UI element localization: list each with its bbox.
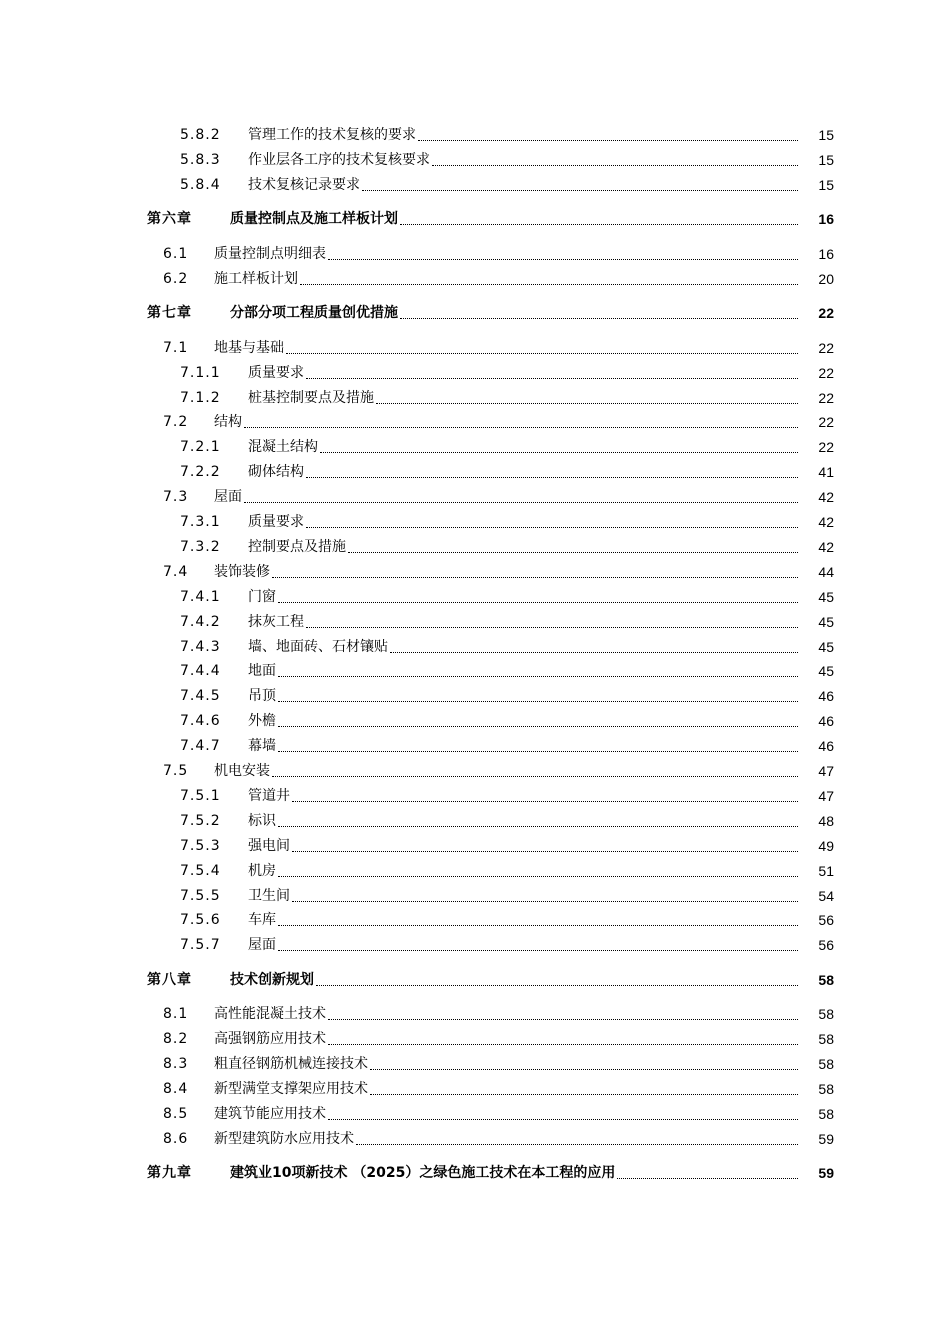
toc-entry-row[interactable] bbox=[0, 512, 950, 532]
toc-chapter-row[interactable] bbox=[0, 209, 950, 229]
toc-entry-number: 8.6 bbox=[163, 1130, 189, 1147]
toc-dot-leader bbox=[244, 408, 798, 428]
toc-page-number: 46 bbox=[818, 738, 834, 755]
toc-entry-number: 7.5.2 bbox=[180, 812, 221, 829]
toc-page-number: 41 bbox=[818, 464, 834, 481]
toc-chapter-row[interactable] bbox=[0, 303, 950, 323]
toc-dot-leader bbox=[306, 508, 798, 528]
toc-entry-number: 7.2.1 bbox=[180, 439, 221, 456]
toc-entry-row[interactable] bbox=[0, 861, 950, 881]
toc-entry-row[interactable] bbox=[0, 811, 950, 831]
toc-entry-row[interactable] bbox=[0, 363, 950, 383]
toc-dot-leader bbox=[300, 265, 798, 285]
toc-entry-row[interactable] bbox=[0, 1054, 950, 1074]
toc-dot-leader bbox=[320, 433, 798, 453]
toc-dot-leader bbox=[306, 359, 798, 379]
toc-entry-title: 作业层各工序的技术复核要求 bbox=[248, 151, 430, 168]
toc-entry-title: 吊顶 bbox=[248, 688, 276, 705]
toc-entry-number: 7.1.1 bbox=[180, 364, 221, 381]
toc-dot-leader bbox=[278, 657, 798, 677]
toc-page-number: 45 bbox=[818, 613, 834, 630]
toc-entry-row[interactable] bbox=[0, 487, 950, 507]
toc-entry-row[interactable] bbox=[0, 786, 950, 806]
toc-entry-row[interactable] bbox=[0, 1129, 950, 1149]
toc-entry-title: 技术复核记录要求 bbox=[248, 176, 360, 193]
toc-entry-number: 7.4.6 bbox=[180, 713, 221, 730]
toc-entry-number: 8.3 bbox=[163, 1056, 189, 1073]
toc-dot-leader bbox=[292, 832, 798, 852]
toc-entry-number: 5.8.4 bbox=[180, 176, 221, 193]
toc-entry-title: 分部分项工程质量创优措施 bbox=[230, 305, 398, 322]
toc-entry-number: 6.1 bbox=[163, 245, 189, 262]
toc-page-number: 22 bbox=[818, 414, 834, 431]
toc-entry-number: 7.4.1 bbox=[180, 588, 221, 605]
toc-entry-title: 车库 bbox=[248, 912, 276, 929]
toc-entry-number: 5.8.3 bbox=[180, 151, 221, 168]
toc-entry-row[interactable] bbox=[0, 244, 950, 264]
toc-dot-leader bbox=[278, 857, 798, 877]
toc-entry-row[interactable] bbox=[0, 1004, 950, 1024]
toc-page-number: 48 bbox=[818, 812, 834, 829]
toc-entry-number: 7.2 bbox=[163, 414, 189, 431]
toc-page-number: 58 bbox=[818, 1105, 834, 1122]
toc-dot-leader bbox=[328, 240, 798, 260]
toc-page-number: 54 bbox=[818, 887, 834, 904]
toc-entry-title: 高性能混凝土技术 bbox=[214, 1006, 326, 1023]
toc-dot-leader bbox=[306, 458, 798, 478]
toc-dot-leader bbox=[376, 384, 798, 404]
toc-page-number: 46 bbox=[818, 688, 834, 705]
toc-page-number: 47 bbox=[818, 787, 834, 804]
toc-dot-leader bbox=[328, 1025, 798, 1045]
toc-page-number: 59 bbox=[818, 1130, 834, 1147]
toc-page-number: 42 bbox=[818, 514, 834, 530]
toc-entry-number: 7.3.1 bbox=[180, 514, 221, 530]
toc-page-number: 45 bbox=[818, 588, 834, 605]
toc-entry-number: 7.4.3 bbox=[180, 638, 221, 655]
toc-entry-row[interactable] bbox=[0, 935, 950, 955]
toc-entry-number: 7.3 bbox=[163, 489, 189, 506]
toc-entry-title: 标识 bbox=[248, 812, 276, 829]
toc-entry-title: 结构 bbox=[214, 414, 242, 431]
toc-entry-row[interactable] bbox=[0, 637, 950, 657]
toc-entry-title: 技术创新规划 bbox=[230, 971, 314, 988]
toc-entry-number: 8.5 bbox=[163, 1105, 189, 1122]
toc-page-number: 58 bbox=[818, 1056, 834, 1073]
toc-dot-leader bbox=[278, 906, 798, 926]
toc-entry-row[interactable] bbox=[0, 612, 950, 632]
toc-entry-title: 地基与基础 bbox=[214, 339, 284, 356]
toc-entry-number: 7.5.1 bbox=[180, 787, 221, 804]
toc-entry-row[interactable] bbox=[0, 686, 950, 706]
toc-page-number: 49 bbox=[818, 837, 834, 854]
toc-entry-row[interactable] bbox=[0, 175, 950, 195]
toc-entry-title: 质量要求 bbox=[248, 514, 304, 530]
toc-entry-title: 幕墙 bbox=[248, 738, 276, 755]
toc-entry-row[interactable] bbox=[0, 269, 950, 289]
toc-page-number: 58 bbox=[818, 1031, 834, 1048]
toc-entry-title: 屋面 bbox=[214, 489, 242, 506]
toc-page-number: 42 bbox=[818, 489, 834, 506]
toc-entry-title: 管道井 bbox=[248, 787, 290, 804]
toc-entry-title: 卫生间 bbox=[248, 887, 290, 904]
toc-page-number: 42 bbox=[818, 538, 834, 555]
toc-dot-leader bbox=[278, 931, 798, 951]
toc-entry-number: 7.5.6 bbox=[180, 912, 221, 929]
toc-entry-title: 抹灰工程 bbox=[248, 613, 304, 630]
toc-entry-number: 5.8.2 bbox=[180, 127, 221, 143]
toc-page-number: 56 bbox=[818, 912, 834, 929]
toc-entry-number: 7.1.2 bbox=[180, 389, 221, 406]
toc-entry-row[interactable] bbox=[0, 587, 950, 607]
toc-entry-row[interactable] bbox=[0, 338, 950, 358]
toc-page-number: 44 bbox=[818, 563, 834, 580]
toc-entry-title: 高强钢筋应用技术 bbox=[214, 1031, 326, 1048]
toc-entry-row[interactable] bbox=[0, 537, 950, 557]
toc-page-number: 22 bbox=[818, 389, 834, 406]
toc-entry-number: 7.3.2 bbox=[180, 538, 221, 555]
toc-entry-row[interactable] bbox=[0, 437, 950, 457]
toc-dot-leader bbox=[316, 966, 798, 986]
toc-entry-title: 施工样板计划 bbox=[214, 270, 298, 287]
toc-dot-leader bbox=[292, 782, 798, 802]
toc-dot-leader bbox=[418, 121, 798, 141]
toc-page-number: 22 bbox=[818, 339, 834, 356]
toc-dot-leader bbox=[617, 1159, 798, 1179]
toc-entry-title: 控制要点及措施 bbox=[248, 538, 346, 555]
toc-entry-title: 质量控制点及施工样板计划 bbox=[230, 211, 398, 228]
toc-entry-number: 8.1 bbox=[163, 1006, 189, 1023]
toc-entry-number: 第九章 bbox=[147, 1165, 192, 1182]
toc-entry-title: 新型建筑防水应用技术 bbox=[214, 1130, 354, 1147]
toc-entry-row[interactable] bbox=[0, 150, 950, 170]
toc-entry-number: 第八章 bbox=[147, 971, 192, 988]
toc-dot-leader bbox=[292, 882, 798, 902]
toc-dot-leader bbox=[278, 807, 798, 827]
toc-page-number: 15 bbox=[818, 151, 834, 168]
toc-entry-title: 砌体结构 bbox=[248, 464, 304, 481]
toc-entry-title: 机房 bbox=[248, 862, 276, 879]
toc-entry-row[interactable] bbox=[0, 462, 950, 482]
toc-entry-number: 8.2 bbox=[163, 1031, 189, 1048]
toc-dot-leader bbox=[370, 1050, 798, 1070]
toc-entry-title: 强电间 bbox=[248, 837, 290, 854]
toc-page-number: 45 bbox=[818, 663, 834, 680]
toc-page-number: 16 bbox=[818, 211, 834, 228]
toc-page-number: 58 bbox=[818, 1081, 834, 1097]
toc-page-number: 22 bbox=[818, 305, 834, 322]
toc-entry-row[interactable] bbox=[0, 1104, 950, 1124]
toc-entry-title: 墙、地面砖、石材镶贴 bbox=[248, 638, 388, 655]
toc-entry-number: 7.1 bbox=[163, 339, 189, 356]
toc-dot-leader bbox=[278, 583, 798, 603]
toc-entry-row[interactable] bbox=[0, 562, 950, 582]
toc-entry-number: 第七章 bbox=[147, 305, 192, 322]
toc-dot-leader bbox=[356, 1125, 798, 1145]
toc-page-number: 15 bbox=[818, 176, 834, 193]
toc-chapter-row[interactable] bbox=[0, 970, 950, 990]
toc-dot-leader bbox=[400, 205, 798, 225]
toc-dot-leader bbox=[370, 1075, 798, 1095]
toc-entry-row[interactable] bbox=[0, 886, 950, 906]
toc-page-number: 22 bbox=[818, 439, 834, 456]
toc-page-number: 51 bbox=[818, 862, 834, 879]
toc-page-number: 56 bbox=[818, 937, 834, 954]
toc-dot-leader bbox=[286, 334, 798, 354]
toc-entry-row[interactable] bbox=[0, 661, 950, 681]
toc-entry-title: 粗直径钢筋机械连接技术 bbox=[214, 1056, 368, 1073]
toc-entry-title: 外檐 bbox=[248, 713, 276, 730]
toc-entry-title: 质量要求 bbox=[248, 364, 304, 381]
toc-entry-title: 地面 bbox=[248, 663, 276, 680]
toc-entry-number: 7.5 bbox=[163, 763, 189, 779]
toc-entry-number: 7.4.2 bbox=[180, 613, 221, 630]
toc-entry-title: 建筑节能应用技术 bbox=[214, 1105, 326, 1122]
toc-entry-number: 7.4 bbox=[163, 563, 189, 580]
toc-entry-title: 质量控制点明细表 bbox=[214, 245, 326, 262]
toc-entry-title: 管理工作的技术复核的要求 bbox=[248, 127, 416, 143]
toc-entry-number: 7.2.2 bbox=[180, 464, 221, 481]
toc-entry-row[interactable] bbox=[0, 412, 950, 432]
toc-page-number: 16 bbox=[818, 245, 834, 262]
toc-entry-row[interactable] bbox=[0, 761, 950, 781]
toc-dot-leader bbox=[244, 483, 798, 503]
toc-dot-leader bbox=[306, 608, 798, 628]
toc-entry-number: 7.5.4 bbox=[180, 862, 221, 879]
toc-entry-title: 建筑业10项新技术 （2025）之绿色施工技术在本工程的应用 bbox=[230, 1165, 616, 1182]
toc-dot-leader bbox=[278, 682, 798, 702]
toc-dot-leader bbox=[390, 633, 798, 653]
toc-dot-leader bbox=[278, 732, 798, 752]
toc-entry-number: 7.5.7 bbox=[180, 937, 221, 954]
toc-dot-leader bbox=[272, 757, 798, 777]
toc-dot-leader bbox=[432, 146, 798, 166]
toc-dot-leader bbox=[278, 707, 798, 727]
toc-entry-number: 7.4.5 bbox=[180, 688, 221, 705]
toc-page-number: 46 bbox=[818, 713, 834, 730]
toc-entry-row[interactable] bbox=[0, 910, 950, 930]
toc-entry-number: 7.4.7 bbox=[180, 738, 221, 755]
toc-dot-leader bbox=[400, 299, 798, 319]
toc-entry-number: 7.4.4 bbox=[180, 663, 221, 680]
toc-entry-row[interactable] bbox=[0, 836, 950, 856]
toc-entry-title: 桩基控制要点及措施 bbox=[248, 389, 374, 406]
toc-dot-leader bbox=[328, 1100, 798, 1120]
toc-entry-number: 6.2 bbox=[163, 270, 189, 287]
toc-dot-leader bbox=[362, 171, 798, 191]
toc-entry-number: 7.5.5 bbox=[180, 887, 221, 904]
toc-page-number: 15 bbox=[818, 127, 834, 143]
toc-entry-row[interactable] bbox=[0, 125, 950, 145]
toc-page-number: 59 bbox=[818, 1165, 834, 1182]
toc-page-number: 58 bbox=[818, 1006, 834, 1023]
toc-entry-number: 第六章 bbox=[147, 211, 192, 228]
toc-entry-title: 新型满堂支撑架应用技术 bbox=[214, 1081, 368, 1097]
toc-page-number: 47 bbox=[818, 763, 834, 779]
toc-page-number: 58 bbox=[818, 971, 834, 988]
toc-page-number: 45 bbox=[818, 638, 834, 655]
toc-entry-title: 机电安装 bbox=[214, 763, 270, 779]
toc-dot-leader bbox=[272, 558, 798, 578]
toc-chapter-row[interactable] bbox=[0, 1163, 950, 1183]
toc-entry-number: 8.4 bbox=[163, 1081, 189, 1097]
toc-entry-row[interactable] bbox=[0, 388, 950, 408]
toc-entry-title: 混凝土结构 bbox=[248, 439, 318, 456]
toc-entry-row[interactable] bbox=[0, 736, 950, 756]
toc-entry-title: 门窗 bbox=[248, 588, 276, 605]
toc-page-number: 22 bbox=[818, 364, 834, 381]
toc-entry-title: 屋面 bbox=[248, 937, 276, 954]
toc-dot-leader bbox=[328, 1000, 798, 1020]
toc-dot-leader bbox=[348, 533, 798, 553]
toc-entry-row[interactable] bbox=[0, 1029, 950, 1049]
toc-entry-number: 7.5.3 bbox=[180, 837, 221, 854]
toc-entry-row[interactable] bbox=[0, 1079, 950, 1099]
toc-entry-title: 装饰装修 bbox=[214, 563, 270, 580]
toc-entry-row[interactable] bbox=[0, 711, 950, 731]
toc-page-number: 20 bbox=[818, 270, 834, 287]
